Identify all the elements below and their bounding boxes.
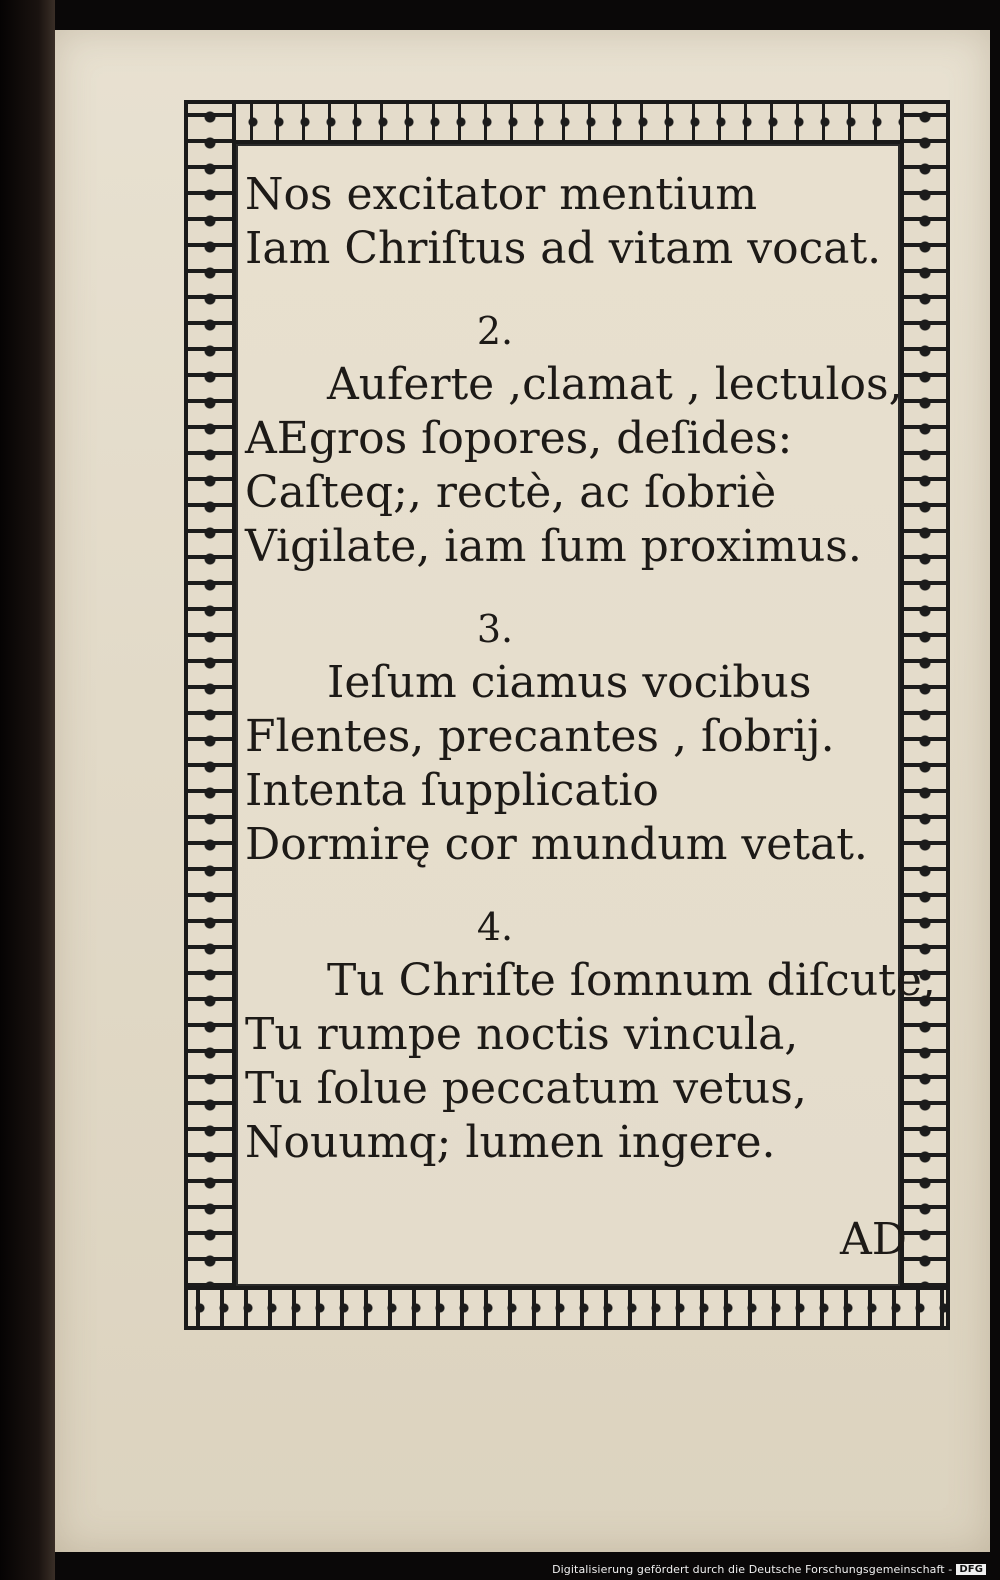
- footer-text: Digitalisierung gefördert durch die Deutsche Forschungsgemeinschaft -: [552, 1563, 953, 1576]
- book-spine: [0, 0, 55, 1580]
- stanza-number: 4.: [476, 905, 514, 949]
- digitization-footer: [552, 1563, 986, 1576]
- stanza-number: 2.: [476, 309, 514, 353]
- frame-top-border: [184, 100, 950, 144]
- verse-line: Flentes, precantes , ſobrij.: [245, 711, 835, 762]
- verse-line: Nouumq; lumen ingere.: [245, 1117, 776, 1168]
- verse-line: AEgros ſopores, deſides:: [245, 413, 793, 464]
- verse-line: Dormirę cor mundum vetat.: [245, 819, 868, 870]
- stanza-number: 3.: [476, 607, 514, 651]
- hymn-text: [245, 168, 935, 1170]
- verse-line: Caſteq;, rectè, ac ſobriè: [245, 467, 777, 518]
- catchword: AD: [840, 1214, 908, 1265]
- verse-line: Vigilate, iam ſum proximus.: [245, 521, 862, 572]
- verse-line: Tu ſolue peccatum vetus,: [245, 1063, 807, 1114]
- verse-line: Tu rumpe noctis vincula,: [245, 1009, 799, 1060]
- verse-line: Auferte ,clamat , lectulos,: [327, 359, 903, 410]
- verse-line: Intenta ſupplicatio: [245, 765, 659, 816]
- verse-line: Ieſum ciamus vocibus: [327, 657, 812, 708]
- verse-line: Nos excitator mentium: [245, 169, 758, 220]
- verse-line: Iam Chriſtus ad vitam vocat.: [245, 223, 882, 274]
- verse-line: Tu Chriſte ſomnum diſcute,: [327, 955, 936, 1006]
- frame-bottom-border: [184, 1286, 950, 1330]
- dfg-logo: DFG: [956, 1564, 986, 1575]
- frame-left-border: [184, 100, 236, 1330]
